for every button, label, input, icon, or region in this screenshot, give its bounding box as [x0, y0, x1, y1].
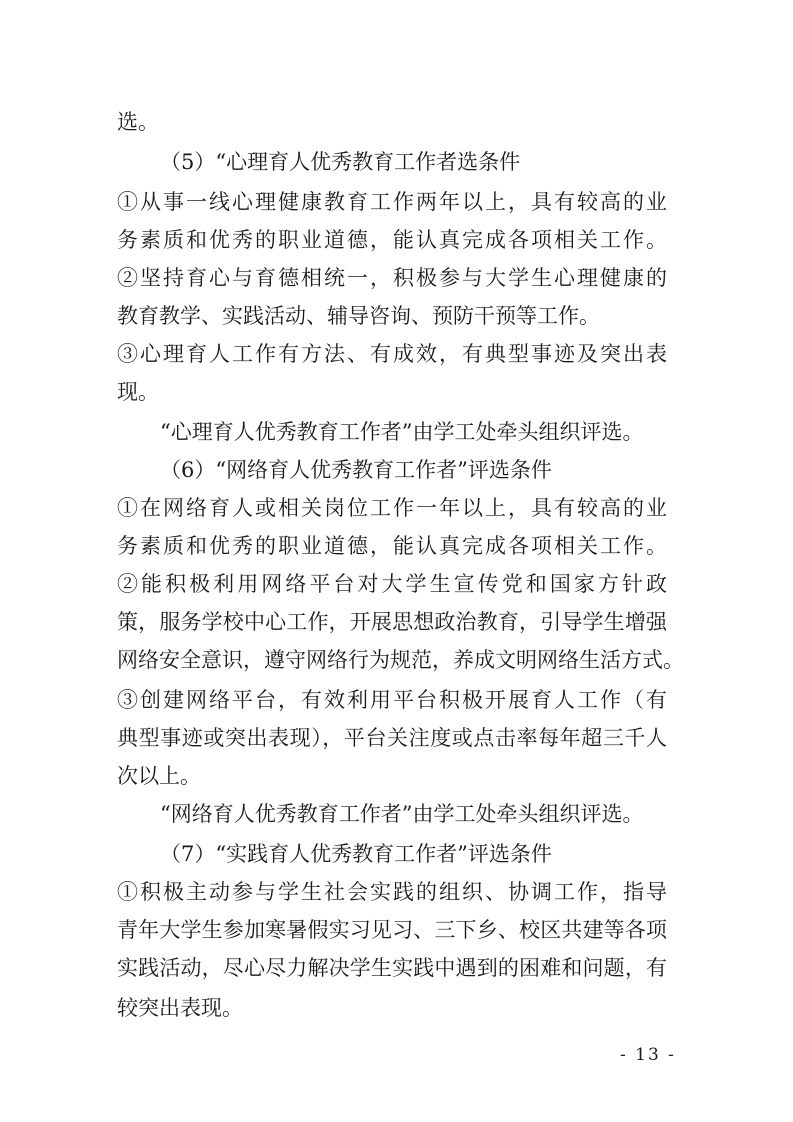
text-line: ③创建网络平台，有效利用平台积极开展育人工作（有: [117, 688, 667, 712]
page-number: - 13 -: [620, 1045, 676, 1065]
text-line: 较突出表现。: [117, 996, 243, 1020]
text-line: 选。: [117, 110, 159, 134]
text-line: “网络育人优秀教育工作者”由学工处牵头组织评选。: [160, 802, 644, 826]
text-line: 青年大学生参加寒暑假实习见习、三下乡、校区共建等各项: [117, 918, 667, 942]
text-line: “心理育人优秀教育工作者”由学工处牵头组织评选。: [160, 420, 644, 444]
text-line: 实践活动，尽心尽力解决学生实践中遇到的困难和问题，有: [117, 956, 667, 980]
text-line: ①从事一线心理健康教育工作两年以上，具有较高的业: [117, 190, 667, 214]
text-line: 务素质和优秀的职业道德，能认真完成各项相关工作。: [117, 228, 667, 252]
text-line: ②能积极利用网络平台对大学生宣传党和国家方针政: [117, 572, 667, 596]
text-line: ①积极主动参与学生社会实践的组织、协调工作，指导: [117, 880, 667, 904]
text-line: 教育教学、实践活动、辅导咨询、预防干预等工作。: [117, 304, 600, 328]
text-line: 次以上。: [117, 764, 201, 788]
text-line: 现。: [117, 380, 159, 404]
section-heading-6: （6）“网络育人优秀教育工作者”评选条件: [160, 458, 552, 482]
section-heading-7: （7）“实践育人优秀教育工作者”评选条件: [160, 842, 552, 866]
section-heading-5: （5）“心理育人优秀教育工作者选条件: [160, 150, 521, 174]
text-line: 务素质和优秀的职业道德，能认真完成各项相关工作。: [117, 534, 667, 558]
text-line: 策，服务学校中心工作，开展思想政治教育，引导学生增强: [117, 610, 667, 634]
text-line: ①在网络育人或相关岗位工作一年以上，具有较高的业: [117, 496, 667, 520]
text-line: ③心理育人工作有方法、有成效，有典型事迹及突出表: [117, 342, 667, 366]
text-line: 典型事迹或突出表现），平台关注度或点击率每年超三千人: [117, 726, 667, 750]
text-line: 网络安全意识，遵守网络行为规范，养成文明网络生活方式。: [117, 648, 684, 672]
text-line: ②坚持育心与育德相统一，积极参与大学生心理健康的: [117, 266, 667, 290]
